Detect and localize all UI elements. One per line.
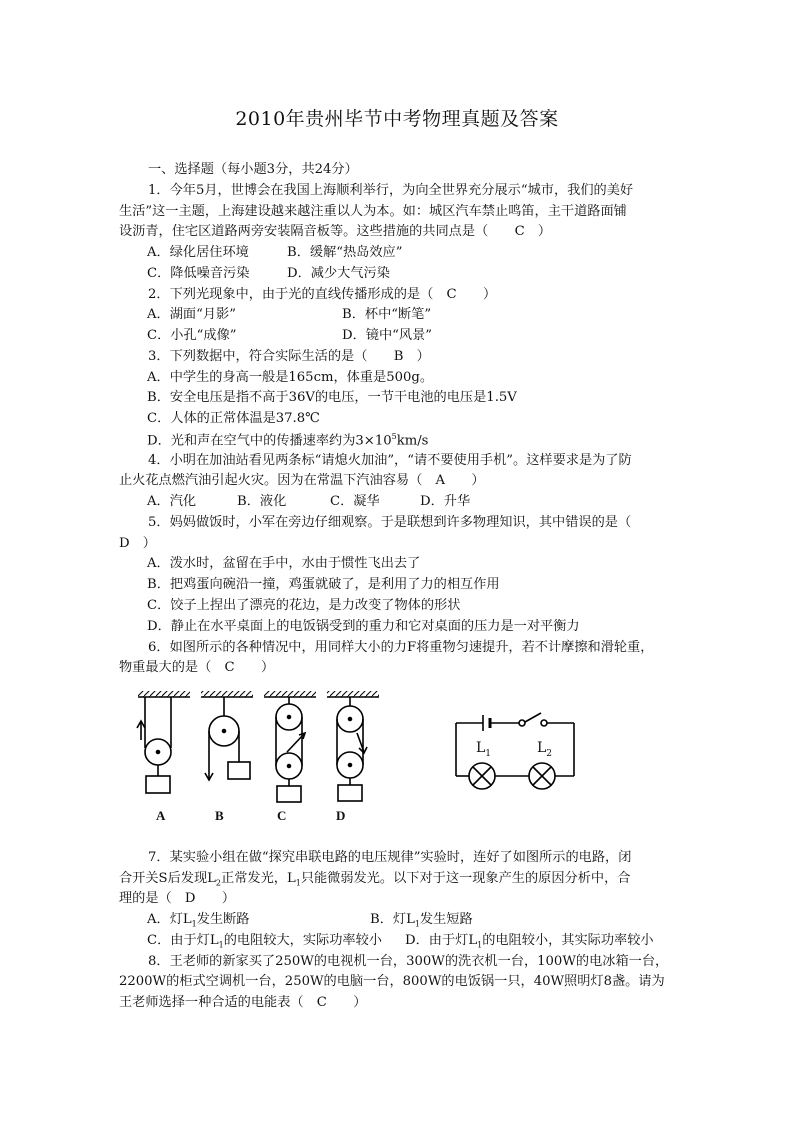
option-b: B．杯中“断笔” xyxy=(342,307,432,322)
option-c: C．降低噪音污染 xyxy=(147,266,250,281)
option-b: B．缓解“热岛效应” xyxy=(287,245,403,260)
section-heading: 一、选择题（每小题3分，共24分） xyxy=(148,162,358,177)
option-d: D．光和声在空气中的传播速率约为$3\times 10^5km/s$ xyxy=(147,432,429,449)
option-a: A．中学生的身高一般是165cm，体重是500g。 xyxy=(147,370,434,385)
option-a: A．绿化居住环境 xyxy=(147,245,249,260)
lamp-l2-label: $L_2$ xyxy=(537,740,553,759)
question-6-text: 物重最大的是（ C ） xyxy=(119,660,275,675)
option-a: A．泼水时，盆留在手中，水由于惯性飞出去了 xyxy=(147,556,421,571)
figure-label-d: D xyxy=(336,808,346,823)
figure-label-a: A xyxy=(156,808,166,823)
question-7-text: 理的是（ D ） xyxy=(119,891,236,906)
option-c: C．由于灯$L_1$的电阻较大，实际功率较小 xyxy=(147,933,382,950)
question-5-text: 5．妈妈做饭时，小军在旁边仔细观察。于是联想到许多物理知识，其中错误的是（ xyxy=(148,515,632,530)
option-b: B．把鸡蛋向碗沿一撞，鸡蛋就破了，是利用了力的相互作用 xyxy=(147,577,500,592)
question-8-text: 8．王老师的新家买了250W的电视机一台，300W的洗衣机一台，100W的电冰箱一台， xyxy=(148,954,669,969)
option-b: B．灯$L_1$发生短路 xyxy=(370,912,473,929)
option-d: D．镜中“风景” xyxy=(342,328,432,343)
question-4-text: 4．小明在加油站看见两条标“请熄火加油”，“请不要使用手机”。这样要求是为了防 xyxy=(148,453,632,468)
question-6-text: 6．如图所示的各种情况中，用同样大小的力F将重物匀速提升，若不计摩擦和滑轮重， xyxy=(148,640,654,655)
option-c: C．饺子上捏出了漂亮的花边，是力改变了物体的形状 xyxy=(147,598,461,613)
option-c: C．小孔“成像” xyxy=(147,328,237,343)
option-c: C．凝华 xyxy=(330,494,380,509)
lamp-l1-label: $L_1$ xyxy=(476,740,492,759)
question-5-text: D ） xyxy=(119,536,156,551)
option-b: B．液化 xyxy=(237,494,287,509)
question-8-text: 王老师选择一种合适的电能表（ C ） xyxy=(119,995,367,1010)
option-d: D．静止在水平桌面上的电饭锅受到的重力和它对桌面的压力是一对平衡力 xyxy=(147,619,580,634)
question-7-text: 7．某实验小组在做“探究串联电路的电压规律”实验时，连好了如图所示的电路，闭 xyxy=(148,850,632,865)
question-1-text: 设沥青，住宅区道路两旁安装隔音板等。这些措施的共同点是（ C ） xyxy=(119,224,552,239)
question-1-text: 生活”这一主题，上海建设越来越注重以人为本。如：城区汽车禁止鸣笛，主干道路面铺 xyxy=(119,204,627,219)
option-a: A．汽化 xyxy=(147,494,197,509)
page-title: 2010年贵州毕节中考物理真题及答案 xyxy=(235,108,559,130)
figure-label-c: C xyxy=(277,808,287,823)
option-b: B．安全电压是指不高于36V的电压，一节干电池的电压是1.5V xyxy=(147,390,517,405)
figure-label-b: B xyxy=(215,808,224,823)
question-4-text: 止火花点燃汽油引起火灾。因为在常温下汽油容易（ A ） xyxy=(119,473,485,488)
option-c: C．人体的正常体温是37.8℃ xyxy=(147,411,320,426)
question-1-text: 1．今年5月，世博会在我国上海顺利举行，为向全世界充分展示“城市，我们的美好 xyxy=(148,183,634,198)
option-d: D．升华 xyxy=(420,494,471,509)
question-7-text: 合开关S后发现$L_2$正常发光，$L_1$只能微弱发光。以下对于这一现象产生的原因分析中，合 xyxy=(119,871,631,888)
question-3-text: 3．下列数据中，符合实际生活的是（ B ） xyxy=(148,349,430,364)
option-a: A．湖面“月影” xyxy=(147,307,236,322)
option-d: D．减少大气污染 xyxy=(287,266,390,281)
option-d: D．由于灯$L_1$的电阻较小，其实际功率较小 xyxy=(405,933,654,950)
question-8-text: 2200W的柜式空调机一台，250W的电脑一台，800W的电饭锅一只，40W照明灯8盏。请为 xyxy=(119,974,665,989)
option-a: A．灯$L_1$发生断路 xyxy=(147,912,250,929)
question-2-text: 2．下列光现象中，由于光的直线传播形成的是（ C ） xyxy=(148,287,497,302)
